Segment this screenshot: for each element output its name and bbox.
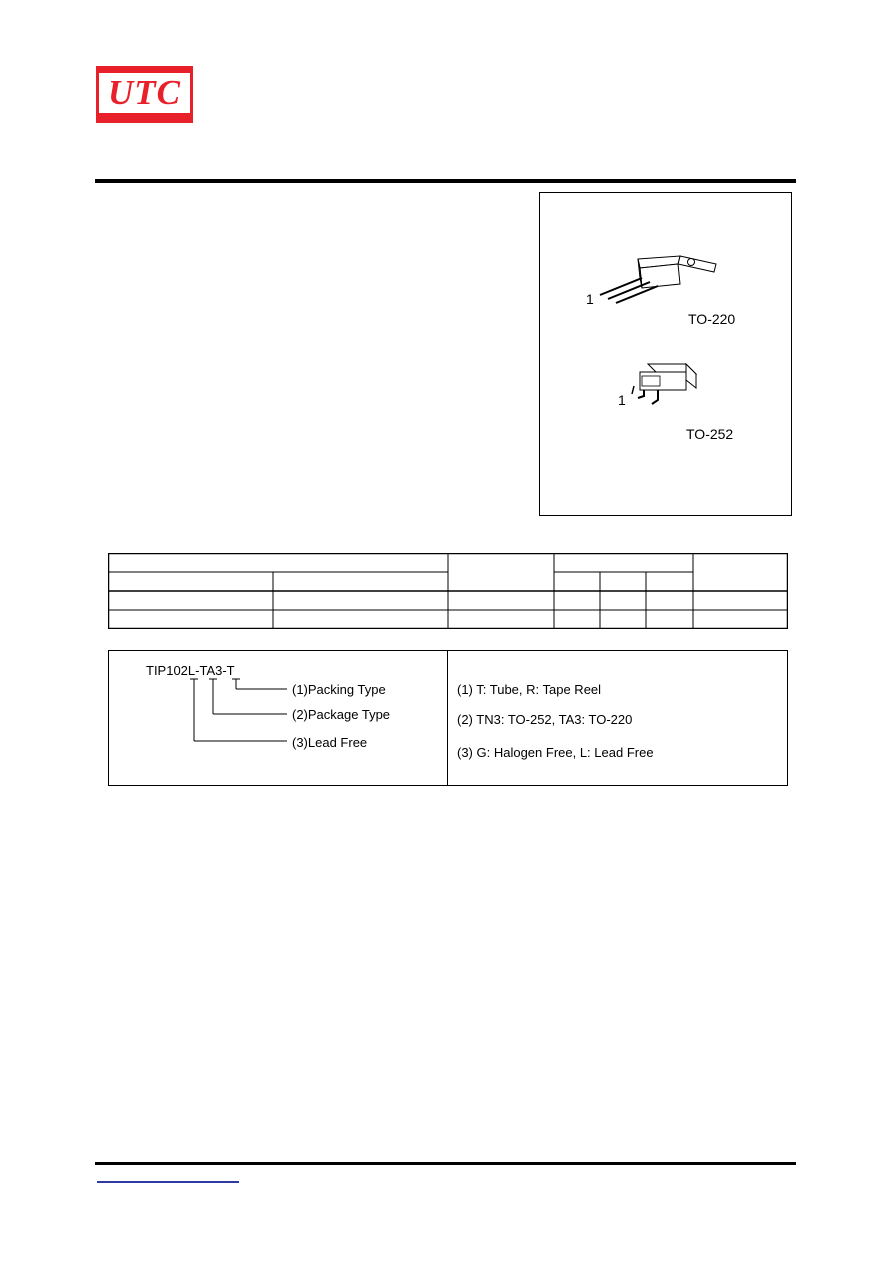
desc-lead-free: (3) G: Halogen Free, L: Lead Free <box>457 745 654 760</box>
part-number-decoder <box>108 650 788 786</box>
logo-text: UTC <box>108 73 181 112</box>
to220-label: TO-220 <box>688 311 736 327</box>
to220-pin-label: 1 <box>586 291 594 307</box>
desc-package-type: (2) TN3: TO-252, TA3: TO-220 <box>457 712 633 727</box>
package-illustration-box <box>539 192 792 516</box>
footer-rule <box>95 1162 796 1165</box>
legend-lead-free: (3)Lead Free <box>292 735 368 750</box>
desc-packing-type: (1) T: Tube, R: Tape Reel <box>457 682 602 697</box>
legend-package-type: (2)Package Type <box>292 707 391 722</box>
to252-pin-label: 1 <box>618 392 626 408</box>
part-number: TIP102L-TA3-T <box>146 663 235 678</box>
to220-package-icon <box>580 248 730 318</box>
to252-package-icon <box>620 358 710 418</box>
legend-packing-type: (1)Packing Type <box>292 682 386 697</box>
utc-logo <box>96 66 193 123</box>
to252-label: TO-252 <box>686 426 734 442</box>
decoder-divider <box>447 651 448 785</box>
ordering-table <box>108 553 788 629</box>
decoder-leader-lines <box>109 651 447 785</box>
footer-link[interactable] <box>97 1181 239 1183</box>
header-rule <box>95 179 796 183</box>
